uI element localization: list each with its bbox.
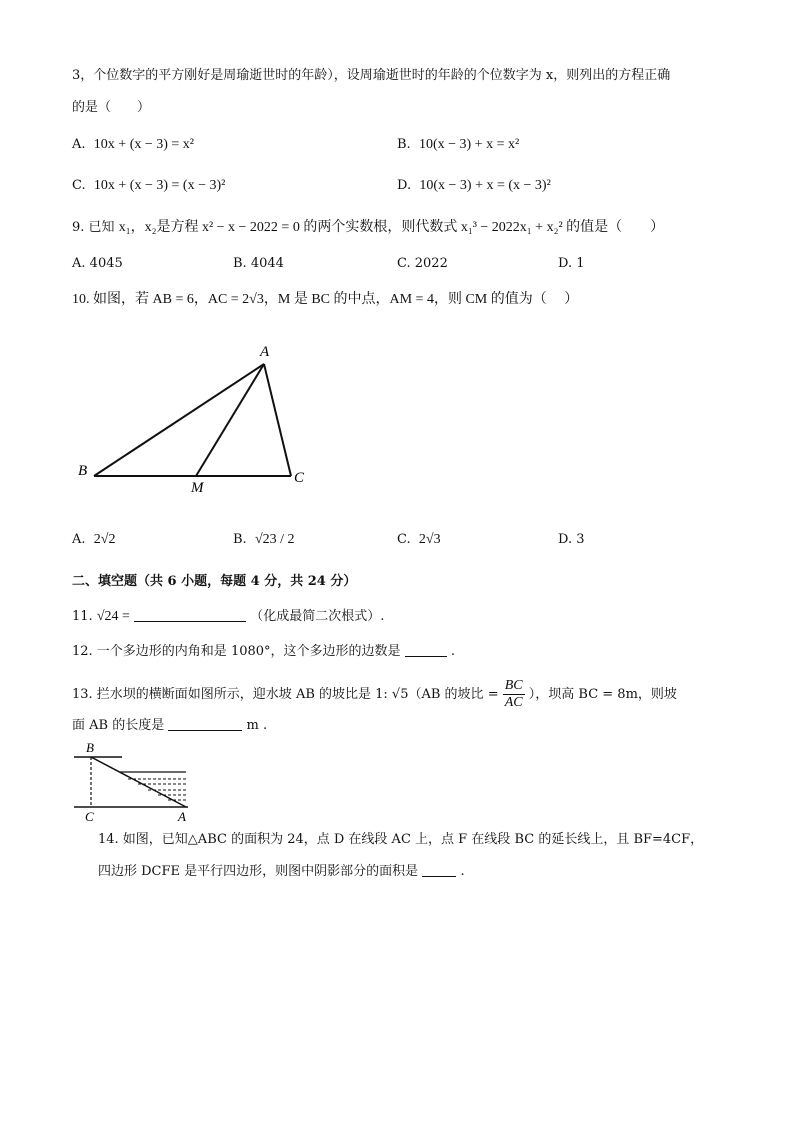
q10-option-b[interactable]: B. √23 / 2 [233,532,295,547]
q13-text3: 面 AB 的长度是 [72,718,165,733]
q9-option-b[interactable]: B. 4044 [233,256,284,271]
q14-line2: 四边形 DCFE 是平行四边形，则图中阴影部分的面积是 . [98,864,465,879]
q8-option-c[interactable]: C. 10x + (x − 3) = (x − 3)² [72,178,226,193]
q11-answer-blank[interactable] [134,607,246,622]
q10-stem-text: 10. 如图，若 AB = 6，AC = 2√3，M 是 BC 的中点，AM = 4，则 CM 的值为（ ） [72,292,579,307]
q12-text: 12. 一个多边形的内角和是 1080°，这个多边形的边数是 [72,644,401,659]
segment-am [196,364,264,476]
q12-answer-blank[interactable] [405,642,447,657]
q9-option-d[interactable]: D. 1 [558,256,585,271]
q10-option-b-text: √23 / 2 [254,532,295,547]
q9-option-a[interactable]: A. 4045 [72,256,123,271]
q10-triangle-figure [70,338,320,498]
dam-slope-ab [91,757,186,807]
q9-stem-text: x₁，x₂是方程 x² − x − 2022 = 0 的两个实数根，则代数式 x₁³ − 2022x₁ + x₂² 的值是（ ） [118,220,665,235]
label-m: M [191,480,204,496]
fraction-numerator: BC [504,678,523,693]
q10-option-a[interactable]: A. 2√2 [72,532,116,547]
q12: 12. 一个多边形的内角和是 1080°，这个多边形的边数是 . [72,644,455,659]
q14-line1 [98,830,703,850]
label-b: B [78,463,88,479]
q8-stem-text1: 3，个位数字的平方刚好是周瑜逝世时的年龄），设周瑜逝世时的年龄的个位数字为 x，则列出的方程正确 [72,68,671,83]
q10-option-c[interactable]: C. 2√3 [397,532,441,547]
q14-answer-blank[interactable] [422,862,456,877]
q8-stem-line2 [72,98,150,118]
q13-line2: 面 AB 的长度是 m . [72,718,268,733]
q8-option-d-text: 10(x − 3) + x = (x − 3)² [419,178,551,193]
q9-option-c[interactable]: C. 2022 [397,256,448,271]
q11-expression: √24 = [96,609,130,624]
segment-ab [94,364,264,476]
q8-option-b[interactable]: B. 10(x − 3) + x = x² [397,137,520,152]
q9-stem [72,218,664,238]
slope-fraction [503,678,525,711]
segment-ac [264,364,291,476]
label-a: A [260,344,270,360]
label-c: C [294,470,305,486]
q11-note: （化成最简二次根式）. [250,609,385,624]
q10-option-a-text: 2√2 [93,532,116,547]
q10-option-d[interactable]: D. 3 [558,532,585,547]
q14-text2: 四边形 DCFE 是平行四边形，则图中阴影部分的面积是 [98,864,419,879]
section-title: 二、填空题（共 6 小题，每题 4 分，共 24 分） [72,574,357,589]
q14-text1: 14. 如图，已知△ABC 的面积为 24，点 D 在线段 AC 上，点 F 在线段 BC 的延长线上，且 BF=4CF， [98,832,704,847]
q8-option-d[interactable]: D. 10(x − 3) + x = (x − 3)² [397,178,551,193]
dam-label-a: A [178,809,186,824]
q8-option-b-text: 10(x − 3) + x = x² [418,137,520,152]
q8-option-a-text: 10x + (x − 3) = x² [93,137,195,152]
q13-answer-blank[interactable] [168,716,242,731]
q13-line1 [72,678,677,711]
q13-text2: ），坝高 BC = 8m，则坡 [528,687,677,702]
q9-prefix: 9. 已知 [72,220,115,235]
q8-option-a[interactable]: A. 10x + (x − 3) = x² [72,137,195,152]
fraction-denominator: AC [504,695,523,710]
dam-label-b: B [86,740,94,755]
q10-option-c-text: 2√3 [418,532,441,547]
q8-option-c-text: 10x + (x − 3) = (x − 3)² [93,178,226,193]
dam-label-c: C [85,809,94,824]
q8-stem-line1 [72,66,670,86]
q10-stem [72,290,578,310]
q8-stem-text2: 的是（ ） [72,100,151,115]
q13-dam-figure [70,740,200,826]
q11: 11. √24 = （化成最简二次根式）. [72,609,385,624]
q13-text1: 13. 拦水坝的横断面如图所示，迎水坡 AB 的坡比是 1: √5（AB 的坡比 = [72,687,499,702]
